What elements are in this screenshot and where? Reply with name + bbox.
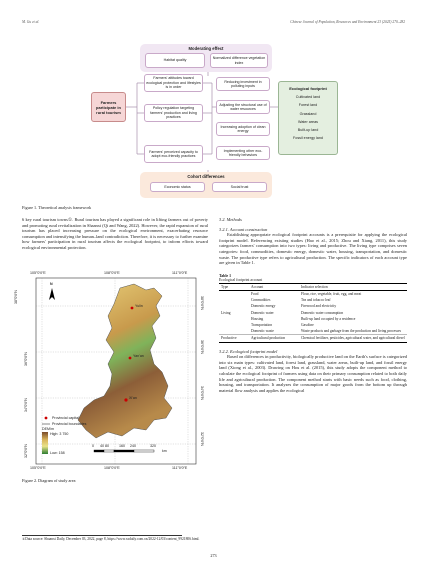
action-other-behaviors: Implementing other eco-friendly behaviors: [216, 146, 270, 160]
cell-account: Domestic energy: [251, 304, 276, 309]
table-title: Table 1: [219, 273, 232, 278]
city-yulin: Yulin: [135, 304, 143, 308]
mediator-policy: Policy regulation targeting farmers' production and living practices: [144, 104, 203, 122]
left-paragraph: 6 key rural tourism towns①. Rural tourism has played a significant role in lifting farmers out of poverty and promoting rural revitalization in Shaanxi (Qi and Wang, 2022). However, the rapid expansion of rural tourism has placed increasing pressure on the ecological environment, exacerbating resource consumption and intensifying the human–land contradiction. Therefore, it is necessary to further examine how farmers' participation in rural tourism affects the ecological footprint, to inform efforts toward ecological environmental protection.: [22, 217, 208, 250]
farmers-participate-box: Farmers participate in rural tourism: [91, 92, 126, 122]
eco-item: Forest land: [298, 103, 318, 108]
lon-top-105: 105°0′0″E: [30, 271, 46, 275]
lat-left-38: 38°0′0″N: [14, 290, 18, 304]
scale-label: 320: [150, 444, 156, 448]
figure1-caption: Figure 1. Theoretical analysis framework: [22, 205, 92, 210]
table-row: [219, 290, 407, 297]
cell-account: Domestic waste: [251, 329, 274, 334]
cell-indicator: Waste products and garbage from the production and living processes: [301, 329, 402, 334]
table-subtitle: Ecological footprint account: [219, 277, 263, 282]
cell-indicator: Built-up land occupied by a residence: [301, 316, 356, 321]
cohort-economic-status: Economic status: [150, 182, 205, 192]
mediator-capacity: Farmers' perceived capacity to adopt eco-friendly practices: [144, 145, 203, 163]
framework-arrows: [0, 0, 427, 200]
type-living: Living: [221, 310, 231, 315]
eco-item: Fossil energy land: [293, 136, 323, 141]
scale-label: 40 80: [100, 444, 109, 448]
lon-bottom-105: 105°0′0″E: [30, 466, 46, 470]
cell-account: Food: [251, 291, 259, 296]
paragraph-account: Establishing appropriate ecological footprint accounts is a prerequisite for applying the ecological footprint model. Referencing existing studies (Hao et al., 2015; Zhou and Xiang, 2011), this study categorizes farmers' consumption into two types: living and productive. The living type comprises seven categories: food, commodities, domestic energy, domestic water, housing, transportation, and domestic waste. The productive type refers to agricultural production. The specific indicators of each account type are given in Table 1.: [219, 232, 407, 266]
scale-label: 240: [130, 444, 136, 448]
ecological-footprint-box: [278, 81, 338, 155]
eco-item: Cultivated land: [295, 95, 321, 99]
eco-item: Water areas: [298, 119, 318, 124]
lat-left-34: 34°0′0″N: [24, 398, 28, 412]
footnote: ①Data source: Shaanxi Daily, December 03, 2022, page 8, https://www.sxdaily.com.cn/2022-12/03/content_9921806.html.: [22, 537, 200, 541]
cell-indicator: Domestic water consumption: [301, 310, 344, 315]
eco-title: Ecological footprint: [289, 86, 327, 91]
study-area-map: [14, 268, 208, 474]
cohort-social-trust: Social trust: [212, 182, 267, 192]
lat-right-34: 34°0′0″N: [200, 386, 204, 400]
cell-indicator: Chemical fertilizer, pesticides, agricultural water, and agricultural diesel: [299, 335, 407, 342]
footprint-table: [219, 283, 407, 343]
dem-high: High: 3 750: [50, 432, 69, 436]
lon-bottom-111: 111°0′0″E: [172, 466, 188, 470]
scale-unit: km: [162, 449, 167, 453]
th-type: Type: [219, 283, 249, 290]
framework-diagram: [0, 0, 427, 200]
cohort-title: Cohort differences: [187, 174, 225, 179]
lat-left-36: 36°0′0″N: [24, 352, 28, 366]
running-journal: Chinese Journal of Population, Resources and Environment 23 (2025) 270–282: [290, 20, 405, 24]
cell-account: Transportation: [251, 322, 273, 327]
lon-bottom-108: 108°0′0″E: [104, 466, 120, 470]
cell-account: Housing: [251, 316, 264, 321]
dem-low: Low: 158: [50, 451, 65, 455]
eco-item: Built-up land: [297, 128, 319, 133]
lat-right-32: 32°0′0″N: [200, 432, 204, 446]
right-column: [219, 217, 407, 393]
paragraph-model: Based on differences in productivity, biologically productive land on the Earth's surface is categorized into six main types: cultivated land, forest land, grassland, water areas, built-up land, and fossil energy land (Xiong et al., 2003). Drawing on Hou et al. (2015), this study adopts the component method to calculate the ecological footprint of farmers using data on their primary consumption related to both daily life and agricultural production. The component method starts with basic needs such as food, clothing, housing, and transportation. It analyzes the consumption of major goods from the bottom up through material flow analysis and applies the ecological: [219, 354, 407, 393]
cell-indicator: Tea and tobacco leaf: [301, 298, 331, 303]
action-clean-energy: Increasing adoption of clean energy: [216, 122, 270, 136]
cell-account: Domestic water: [251, 310, 274, 315]
scale-label: 160: [119, 444, 125, 448]
moderating-habitat-quality: Habitat quality: [145, 53, 205, 68]
map-canvas: [22, 268, 208, 474]
lat-right-36: 36°0′0″N: [200, 340, 204, 354]
action-reduce-polluting: Reducing investment in polluting inputs: [216, 77, 270, 91]
table-row: [219, 335, 407, 342]
lat-left-32: 32°0′0″N: [24, 444, 28, 458]
moderating-ndvi: Normalized difference vegetation index: [210, 53, 268, 68]
figure2-caption: Figure 2. Diagram of study area: [22, 478, 76, 483]
scale-label: 0: [92, 444, 94, 448]
cell-indicator: Firewood and electricity: [301, 304, 337, 309]
th-indicator: Indicator selection: [299, 283, 407, 290]
eco-item: Grassland: [299, 111, 317, 116]
section-account: 3.2.1. Account construction: [219, 226, 268, 232]
cell-account: Commodities: [251, 298, 271, 303]
cell-indicator: Gasoline: [301, 322, 314, 327]
legend-capital: Provincial capital: [52, 416, 79, 420]
cell-indicator: Flour, rice, vegetable, fruit, egg, and meat: [301, 291, 362, 296]
type-productive: Productive: [219, 335, 249, 342]
city-xian: Xi'an: [129, 396, 137, 400]
footnote-rule: [22, 535, 182, 536]
legend-boundaries: Provincial boundaries: [52, 422, 87, 426]
lon-top-108: 108°0′0″E: [104, 271, 120, 275]
page-number: 273: [210, 553, 217, 558]
section-model: 3.2.2. Ecological footprint model: [219, 348, 278, 354]
moderating-title: Moderating effect: [188, 46, 224, 51]
running-author: M. Gu et al.: [22, 20, 40, 24]
section-methods: 3.2. Methods: [219, 217, 242, 222]
cell-account: Agricultural production: [249, 335, 299, 342]
lon-top-111: 111°0′0″E: [172, 271, 188, 275]
action-water-structure: Adjusting the structural use of water resources: [216, 100, 270, 114]
lat-right-38: 38°0′0″N: [200, 296, 204, 310]
mediator-attitudes: Farmers' attitudes toward ecological protection and lifestyles is in order: [144, 74, 203, 92]
city-yanan: Yan'an: [133, 354, 144, 358]
north-arrow-icon: N: [50, 282, 53, 286]
dem-title: DEM/m: [42, 427, 54, 431]
th-account: Account: [249, 283, 299, 290]
